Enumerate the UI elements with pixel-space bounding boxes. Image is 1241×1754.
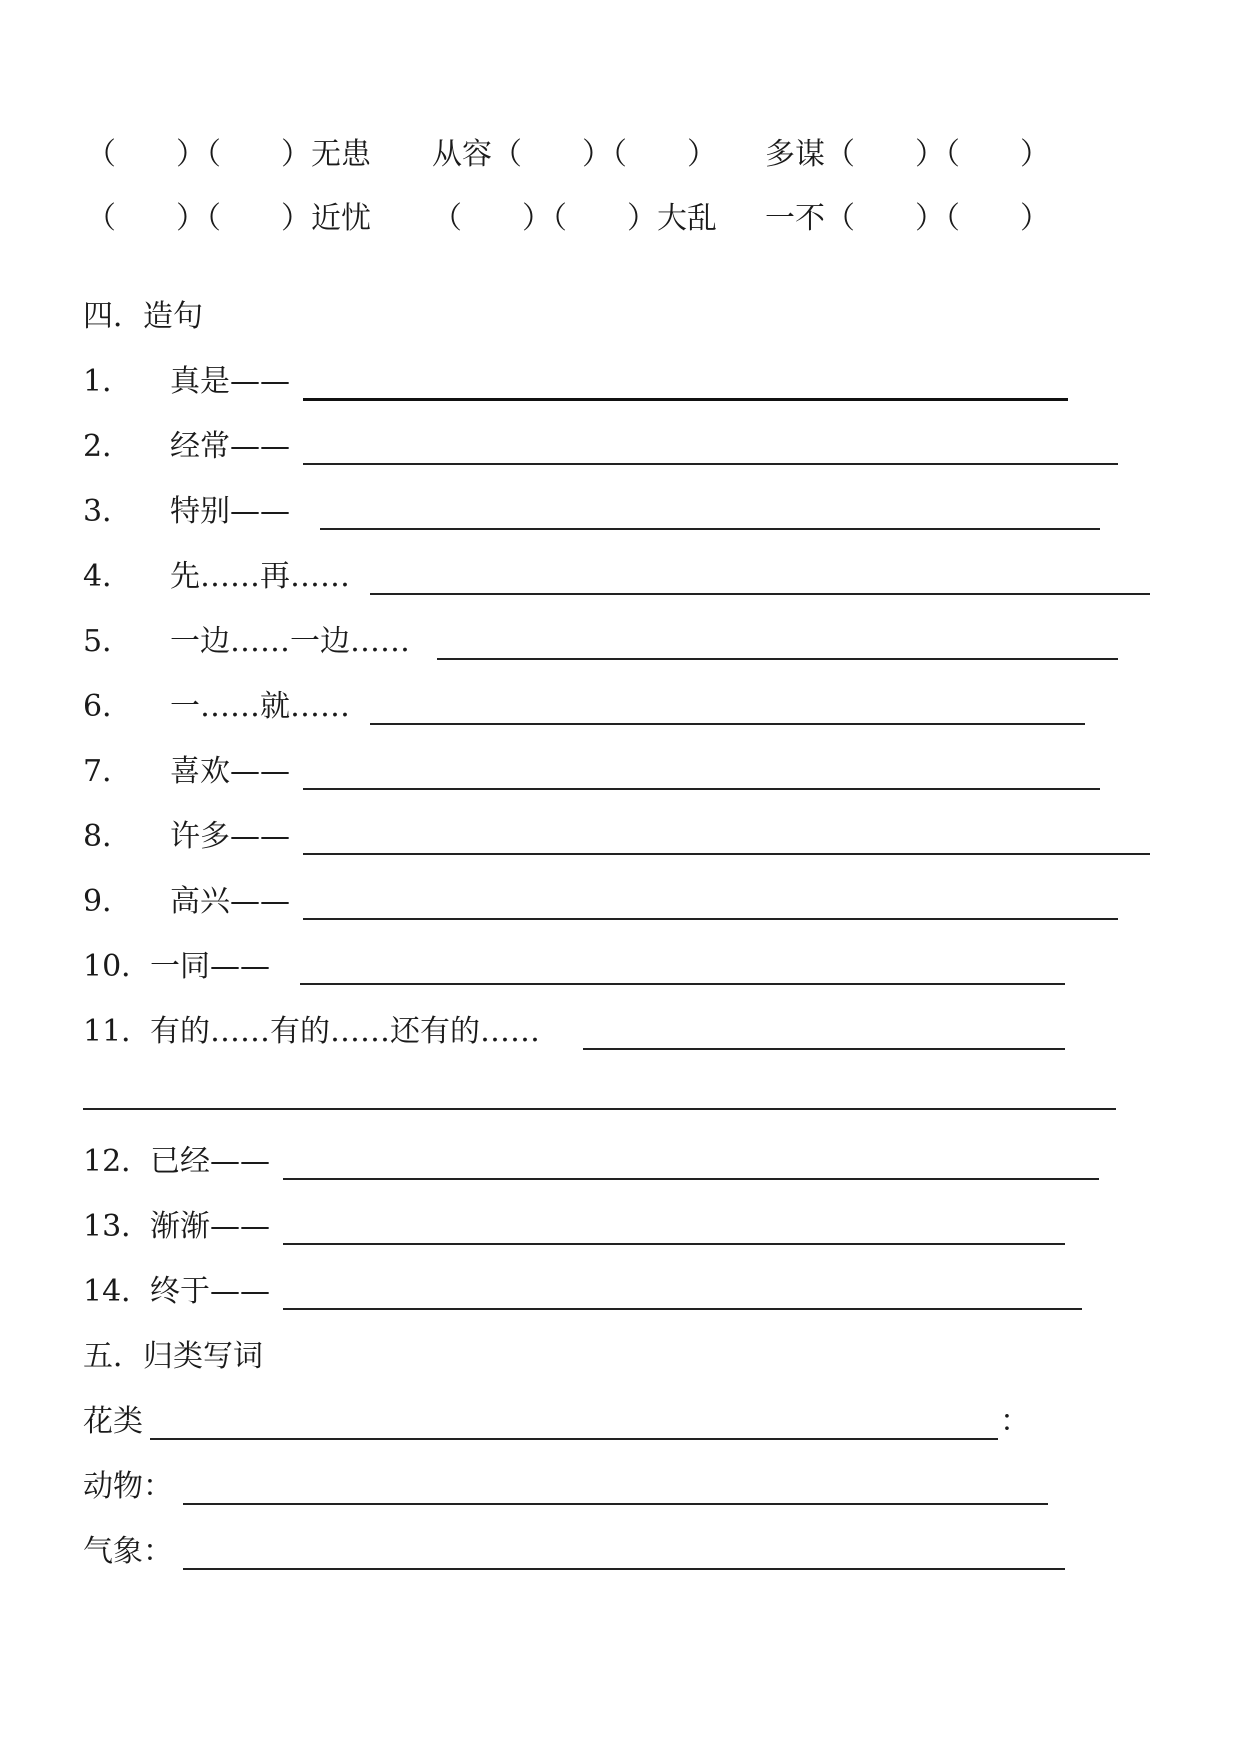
item-prompt: 特别—— xyxy=(170,494,290,529)
category-label: 花类 xyxy=(83,1404,143,1439)
idiom-blank[interactable]: （ ）（ ）大乱 xyxy=(432,201,717,236)
category-label: 动物： xyxy=(83,1469,173,1504)
item-prompt: 一……就…… xyxy=(170,689,350,724)
answer-line[interactable] xyxy=(283,1178,1099,1180)
item-number: 8． xyxy=(83,819,133,854)
item-prompt: 许多—— xyxy=(170,819,290,854)
item-prompt: 终于—— xyxy=(150,1274,270,1309)
item-prompt: 已经—— xyxy=(150,1144,270,1179)
answer-line[interactable] xyxy=(150,1438,998,1440)
item-number: 3． xyxy=(83,494,133,529)
answer-line[interactable] xyxy=(583,1048,1065,1050)
answer-line[interactable] xyxy=(303,918,1118,920)
item-number: 9． xyxy=(83,884,133,919)
answer-line[interactable] xyxy=(370,723,1085,725)
idiom-blank[interactable]: 一不（ ）（ ） xyxy=(765,201,1050,236)
idiom-blank[interactable]: （ ）（ ）近忧 xyxy=(86,201,371,236)
item-prompt: 渐渐—— xyxy=(150,1209,270,1244)
item-number: 12． xyxy=(83,1144,152,1179)
answer-line[interactable] xyxy=(370,593,1150,595)
idiom-blank[interactable]: 多谋（ ）（ ） xyxy=(765,137,1050,172)
category-suffix: ： xyxy=(1000,1404,1030,1439)
item-number: 2． xyxy=(83,429,133,464)
answer-line[interactable] xyxy=(437,658,1118,660)
item-prompt: 喜欢—— xyxy=(170,754,290,789)
answer-line[interactable] xyxy=(303,463,1118,465)
item-prompt: 经常—— xyxy=(170,429,290,464)
item-number: 4． xyxy=(83,559,133,594)
answer-line[interactable] xyxy=(303,398,1068,401)
section-heading-categorize: 五．归类写词 xyxy=(83,1339,263,1374)
answer-line[interactable] xyxy=(283,1243,1065,1245)
answer-line[interactable] xyxy=(320,528,1100,530)
item-prompt: 真是—— xyxy=(170,364,290,399)
item-prompt: 一同—— xyxy=(150,949,270,984)
item-prompt: 有的……有的……还有的…… xyxy=(150,1014,540,1049)
idiom-blank[interactable]: 从容（ ）（ ） xyxy=(432,137,717,172)
answer-line[interactable] xyxy=(303,853,1150,855)
item-number: 1． xyxy=(83,364,133,399)
item-number: 7． xyxy=(83,754,133,789)
item-number: 13． xyxy=(83,1209,152,1244)
item-number: 10． xyxy=(83,949,152,984)
item-prompt: 一边……一边…… xyxy=(170,624,410,659)
answer-line[interactable] xyxy=(303,788,1100,790)
item-prompt: 高兴—— xyxy=(170,884,290,919)
item-number: 6． xyxy=(83,689,133,724)
section-heading-sentences: 四．造句 xyxy=(83,299,203,334)
item-number: 5． xyxy=(83,624,133,659)
item-number: 11． xyxy=(83,1014,152,1049)
answer-line[interactable] xyxy=(283,1308,1082,1310)
answer-line[interactable] xyxy=(183,1503,1048,1505)
item-number: 14． xyxy=(83,1274,152,1309)
answer-line[interactable] xyxy=(183,1568,1065,1570)
answer-line[interactable] xyxy=(300,983,1065,985)
idiom-blank[interactable]: （ ）（ ）无患 xyxy=(86,137,371,172)
answer-line-continuation[interactable] xyxy=(83,1108,1116,1110)
item-prompt: 先……再…… xyxy=(170,559,350,594)
category-label: 气象： xyxy=(83,1534,173,1569)
